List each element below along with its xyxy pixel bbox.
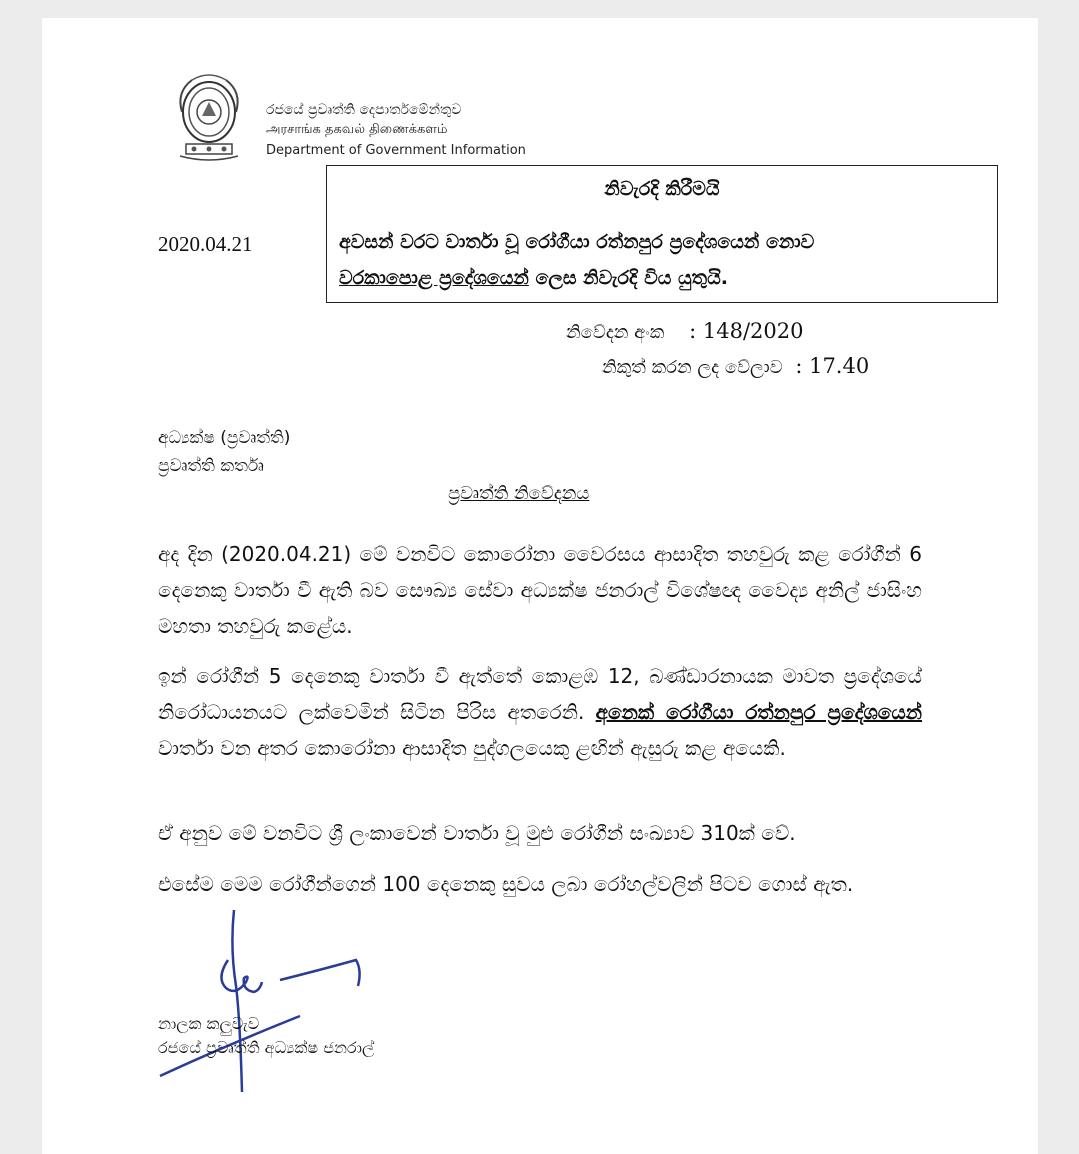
body-paragraph-2 — [158, 658, 922, 766]
release-time-value: : 17.40 — [795, 354, 870, 378]
signatory-name: නාලක කලුවැව — [158, 1014, 260, 1033]
dept-name-sinhala: රජයේ ප්‍රවෘත්ති දෙපාර්තමේන්තුව — [266, 102, 462, 118]
recipient-line-2: ප්‍රවෘත්ති කර්තෘ — [158, 456, 264, 476]
body-paragraph-2-emphasis: අනෙක් රෝගීයා රත්නපුර ප්‍රදේශයෙන් — [595, 700, 922, 724]
correction-text-part1: අවසන් වරට වාර්තා වූ රෝගීයා රත්නපුර ප්‍රදේශයෙන් නොව — [339, 231, 815, 253]
dept-name-tamil: அரசாங்க தகவல் திணைக்களம் — [266, 122, 448, 137]
body-paragraph-2-part1: ඉන් රෝගීන් 5 දෙනෙකු වාර්තා වී ඇත්තේ කොළඹ 12, බණ්ඩාරනායක මාවත ප්‍රදේශයේ නිරෝධායනයට ලක්වෙමින් සිටින පිරිස අතරෙනි. — [158, 664, 922, 724]
document-title: ප්‍රවෘත්ති නිවේදනය — [448, 483, 590, 504]
handwritten-signature-icon — [150, 908, 380, 1098]
recipient-line-1: අධ්‍යක්ෂ (ප්‍රවෘත්ති) — [158, 428, 291, 448]
dept-name-english: Department of Government Information — [266, 143, 526, 158]
correction-box — [326, 165, 998, 303]
release-number-value: : 148/2020 — [689, 319, 804, 343]
correction-title: නිවැරදි කිරීමයි — [604, 178, 720, 200]
correction-text-part2: ලෙස නිවැරදි විය යුතුයි. — [528, 267, 728, 289]
document-page — [42, 18, 1038, 1154]
body-paragraph-3: ඒ අනුව මේ වනවිට ශ්‍රී ලංකාවෙන් වාර්තා වූ මුළු රෝගීන් සංඛ්‍යාව 310ක් වේ. — [158, 821, 796, 845]
body-paragraph-2-part2: වාර්තා වන අතර කොරෝනා ආසාදිත පුද්ගලයෙකු ළඟින් ඇසුරු කළ අයෙකි. — [158, 736, 786, 760]
signatory-title: රජයේ ප්‍රවෘත්ති අධ්‍යක්ෂ ජනරාල් — [158, 1038, 375, 1057]
release-number-label: නිවේදන අංක — [566, 322, 665, 343]
release-date: 2020.04.21 — [158, 232, 253, 256]
release-number-row — [566, 319, 803, 343]
release-time-row — [602, 354, 869, 378]
body-paragraph-1: අද දින (2020.04.21) මේ වනවිට කොරෝනා වෛරසය ආසාදිත තහවුරු කළ රෝගීන් 6 දෙනෙකු වාර්තා වී ඇති බව සෞඛ්‍ය සේවා අධ්‍යක්ෂ ජනරාල් විශේෂඥ වෛද්‍ය අනිල් ජාසිංහ මහතා තහවුරු කළේය. — [158, 542, 922, 638]
correction-text — [339, 224, 989, 296]
body-paragraph-4: එසේම මෙම රෝගීන්ගෙන් 100 දෙනෙකු සුවය ලබා රෝහල්වලින් පිටව ගොස් ඇත. — [158, 872, 854, 896]
release-time-label: නිකුත් කරන ලද වේලාව — [602, 357, 783, 378]
correction-text-underlined: වරකාපොළ ප්‍රදේශයෙන් — [339, 267, 529, 289]
sri-lanka-emblem-icon — [172, 72, 246, 162]
